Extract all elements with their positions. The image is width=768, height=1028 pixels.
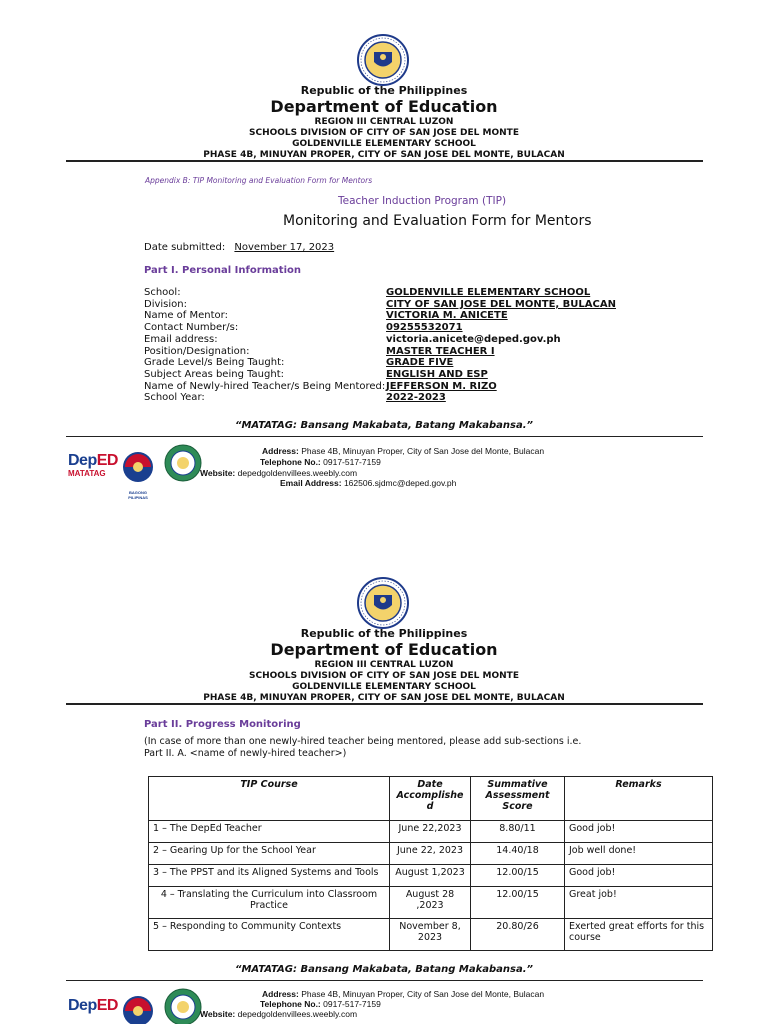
date-submitted [144, 242, 334, 253]
school-seal-icon [164, 444, 202, 486]
bagong-pilipinas-logo-page2 [120, 994, 156, 1028]
region-text: REGION III CENTRAL LUZON [314, 117, 454, 127]
info-value: CITY OF SAN JOSE DEL MONTE, BULACAN [386, 298, 616, 310]
division-text: SCHOOLS DIVISION OF CITY OF SAN JOSE DEL MONTE [249, 128, 519, 138]
course-cell: 4 – Translating the Curriculum into Classroom Practice [149, 887, 390, 919]
col-header-course: TIP Course [149, 777, 390, 821]
footer-address: Address: Phase 4B, Minuyan Proper, City of San Jose del Monte, Bulacan [262, 446, 545, 456]
table-row [149, 865, 713, 887]
deped-logo-page2: DepED [68, 997, 118, 1014]
tip-progress-table [148, 776, 713, 951]
info-value: MASTER TEACHER I [386, 345, 495, 357]
info-value: GRADE FIVE [386, 357, 454, 369]
score-cell: 12.00/15 [471, 887, 565, 919]
score-cell: 12.00/15 [471, 865, 565, 887]
date-cell: August 1,2023 [390, 865, 471, 887]
table-row [149, 821, 713, 843]
footer-telephone-page2: Telephone No.: 0917-517-7159 [260, 999, 381, 1009]
deped-seal-icon-page2 [357, 577, 409, 633]
footer-website-page2: Website: depedgoldenvillees.weebly.com [200, 1009, 358, 1019]
info-value: victoria.anicete@deped.gov.ph [386, 333, 561, 345]
date-cell: June 22,2023 [390, 821, 471, 843]
remarks-cell: Good job! [565, 865, 713, 887]
info-label: Division: [144, 298, 187, 310]
info-label: Grade Level/s Being Taught: [144, 357, 285, 369]
footer-address-page2: Address: Phase 4B, Minuyan Proper, City of San Jose del Monte, Bulacan [262, 989, 545, 999]
info-label: School: [144, 287, 181, 298]
course-cell: 5 – Responding to Community Contexts [149, 919, 390, 951]
remarks-cell: Job well done! [565, 843, 713, 865]
footer-email: Email Address: 162506.sjdmc@deped.gov.ph [280, 478, 457, 488]
school-text: GOLDENVILLE ELEMENTARY SCHOOL [292, 139, 476, 149]
motto-page2: “MATATAG: Bansang Makabata, Batang Makabansa.” [235, 964, 533, 975]
score-cell: 14.40/18 [471, 843, 565, 865]
info-label: Name of Mentor: [144, 310, 228, 322]
date-cell: November 8, 2023 [390, 919, 471, 951]
table-row [149, 887, 713, 919]
info-label: Position/Designation: [144, 345, 250, 357]
footer-rule-page1 [66, 436, 703, 437]
remarks-cell: Good job! [565, 821, 713, 843]
deped-logo: DepED MATATAG [68, 452, 118, 478]
course-cell: 2 – Gearing Up for the School Year [149, 843, 390, 865]
score-cell: 20.80/26 [471, 919, 565, 951]
program-title: Teacher Induction Program (TIP) [338, 195, 507, 207]
col-header-date: Date Accomplishe d [390, 777, 471, 821]
deped-seal-icon [357, 34, 409, 90]
footer-website: Website: depedgoldenvillees.weebly.com [200, 468, 358, 478]
address-text: PHASE 4B, MINUYAN PROPER, CITY OF SAN JOSE DEL MONTE, BULACAN [203, 150, 565, 160]
col-header-score: Summative Assessment Score [471, 777, 565, 821]
part1-title: Part I. Personal Information [144, 265, 302, 276]
course-cell: 1 – The DepEd Teacher [149, 821, 390, 843]
part2-note: (In case of more than one newly-hired teacher being mentored, please add sub-sections i.e. Part II. A. <name of newly-hired teacher>) [144, 736, 582, 759]
part2-title: Part II. Progress Monitoring [144, 719, 301, 730]
bagong-pilipinas-icon [120, 450, 156, 486]
info-value: ENGLISH AND ESP [386, 368, 488, 380]
date-submitted-label: Date submitted: [144, 242, 226, 253]
school-seal-icon-page2 [164, 988, 202, 1028]
info-label: Subject Areas being Taught: [144, 368, 284, 380]
info-value: 09255532071 [386, 322, 463, 334]
form-title: Monitoring and Evaluation Form for Mentors [283, 213, 592, 229]
info-value: VICTORIA M. ANICETE [386, 310, 508, 322]
appendix-label: Appendix B: TIP Monitoring and Evaluation Form for Mentors [145, 176, 373, 185]
footer-rule-page2 [66, 980, 703, 981]
footer-telephone: Telephone No.: 0917-517-7159 [260, 457, 381, 467]
bagong-pilipinas-logo: BAGONG PILIPINAS [120, 450, 156, 500]
course-cell: 3 – The PPST and its Aligned Systems and Tools [149, 865, 390, 887]
info-label: Contact Number/s: [144, 322, 239, 334]
table-row [149, 919, 713, 951]
bagong-pilipinas-icon [120, 994, 156, 1024]
header-rule-page2 [66, 703, 703, 705]
letterhead [0, 84, 768, 161]
info-value: 2022-2023 [386, 392, 446, 404]
info-label: Name of Newly-hired Teacher/s Being Mentored: [144, 380, 386, 392]
info-label: Email address: [144, 333, 218, 345]
motto-page1: “MATATAG: Bansang Makabata, Batang Makabansa.” [235, 420, 533, 431]
letterhead-page2: Republic of the Philippines Department of Education REGION III CENTRAL LUZON SCHOOLS DIVISION OF CITY OF SAN JOSE DEL MONTE GOLDENVILLE ELEMENTARY SCHOOL PHASE 4B, MINUYAN PROPER, CITY OF SAN JOSE DEL MONTE, BULACAN [203, 627, 565, 703]
department-title: Department of Education [270, 97, 498, 116]
info-value: GOLDENVILLE ELEMENTARY SCHOOL [386, 287, 591, 298]
table-row [149, 843, 713, 865]
col-header-remarks: Remarks [565, 777, 713, 821]
info-label: School Year: [144, 392, 205, 404]
date-cell: June 22, 2023 [390, 843, 471, 865]
header-rule [66, 160, 703, 162]
date-cell: August 28 ,2023 [390, 887, 471, 919]
score-cell: 8.80/11 [471, 821, 565, 843]
matatag-logo: MATATAG [68, 469, 106, 478]
remarks-cell: Great job! [565, 887, 713, 919]
remarks-cell: Exerted great efforts for this course [565, 919, 713, 951]
republic-text: Republic of the Philippines [300, 84, 468, 97]
info-value: JEFFERSON M. RIZO [386, 380, 497, 392]
date-submitted-value: November 17, 2023 [234, 242, 335, 253]
